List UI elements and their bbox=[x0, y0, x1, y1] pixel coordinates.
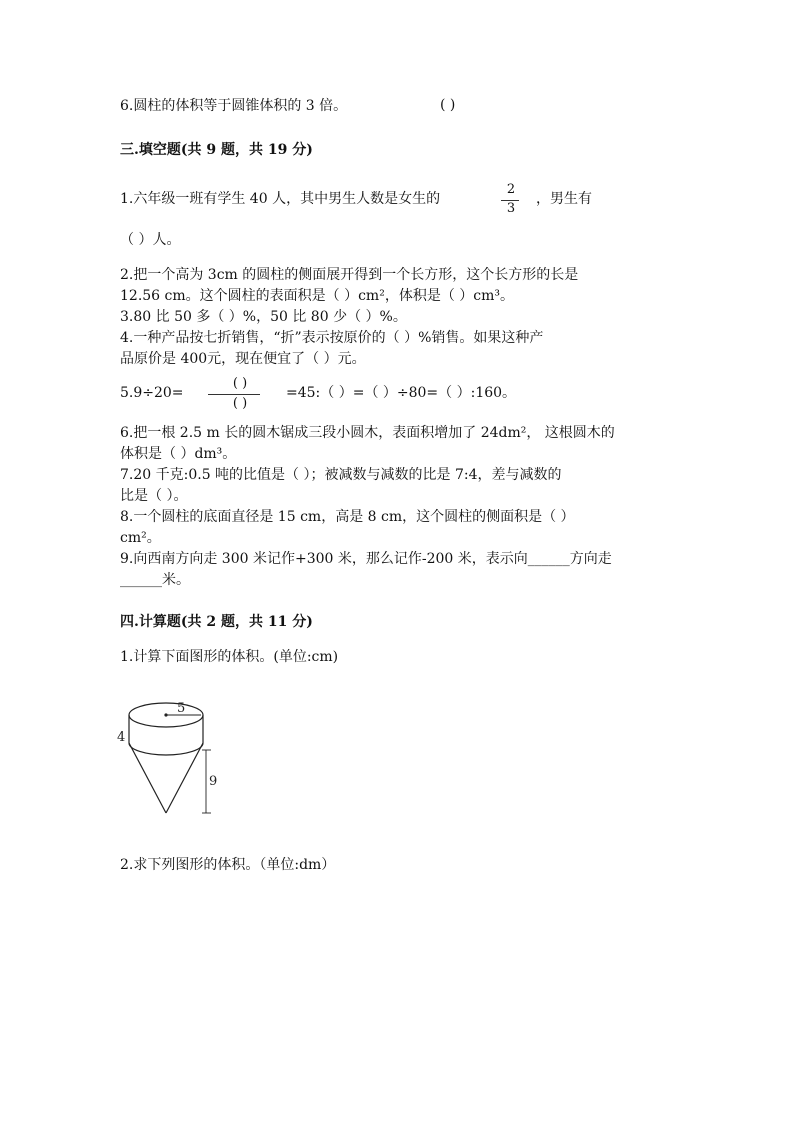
fill-question-2-line2: 12.56 cm。这个圆柱的表面积是（ ）cm²，体积是（ ）cm³。 bbox=[120, 288, 515, 304]
fill-question-4-line1: 4.一种产品按七折销售，“折”表示按原价的（ ）%销售。如果这种产 bbox=[120, 330, 544, 346]
fill-question-2-line1: 2.把一个高为 3cm 的圆柱的侧面展开得到一个长方形，这个长方形的长是 bbox=[120, 267, 579, 283]
section-3-title: 三.填空题(共 9 题，共 19 分) bbox=[120, 142, 313, 158]
fill-question-6-line2: 体积是（ ）dm³。 bbox=[120, 446, 237, 462]
fill-question-5-tail: =45:（ ）=（ ）÷80=（ ）:160。 bbox=[286, 385, 517, 401]
fraction-denominator: 3 bbox=[506, 201, 516, 216]
fill-question-6-line1: 6.把一根 2.5 m 长的圆木锯成三段小圆木，表面积增加了 24dm²， 这根圆木的 bbox=[120, 425, 615, 441]
fill-question-8-line1: 8.一个圆柱的底面直径是 15 cm，高是 8 cm，这个圆柱的侧面积是（ ） bbox=[120, 509, 575, 525]
cone-height-label: 9 bbox=[209, 774, 218, 789]
height-label: 4 bbox=[117, 730, 126, 745]
fill-question-4-line2: 品原价是 400元，现在便宜了（ ）元。 bbox=[120, 351, 366, 367]
fraction-numerator: 2 bbox=[506, 182, 516, 197]
judge-question-6: 6.圆柱的体积等于圆锥体积的 3 倍。 bbox=[120, 98, 348, 114]
fill-question-9-line1: 9.向西南方向走 300 米记作+300 米，那么记作-200 米，表示向______方向走 bbox=[120, 551, 612, 567]
cylinder-cone-figure bbox=[115, 695, 225, 820]
radius-label: 5 bbox=[177, 701, 186, 716]
fill-question-1: 1.六年级一班有学生 40 人，其中男生人数是女生的 bbox=[120, 191, 441, 207]
fill-question-5: 5.9÷20= bbox=[120, 385, 184, 401]
fill-question-7-line1: 7.20 千克:0.5 吨的比值是（ ）；被减数与减数的比是 7:4，差与减数的 bbox=[120, 467, 562, 483]
fraction-numerator: ( ) bbox=[232, 376, 248, 391]
fill-question-3: 3.80 比 50 多（ ）%，50 比 80 少（ ）%。 bbox=[120, 309, 407, 325]
fill-question-1-tail: ，男生有 bbox=[536, 191, 592, 207]
fill-question-8-line2: cm²。 bbox=[120, 530, 161, 546]
section-4-title: 四.计算题(共 2 题，共 11 分) bbox=[120, 614, 313, 630]
fraction-bar bbox=[208, 394, 260, 395]
calc-question-2: 2.求下列图形的体积。（单位:dm） bbox=[120, 857, 336, 873]
fill-question-7-line2: 比是（ ）。 bbox=[120, 488, 188, 504]
calc-question-1: 1.计算下面图形的体积。(单位:cm) bbox=[120, 649, 339, 665]
fill-question-9-line2: ______米。 bbox=[120, 572, 190, 588]
answer-paren[interactable]: ( ) bbox=[440, 97, 456, 113]
cylinder-bottom-arc bbox=[129, 743, 203, 755]
fill-question-1-line2: （ ）人。 bbox=[120, 232, 181, 248]
center-dot bbox=[164, 713, 167, 716]
fraction-denominator: ( ) bbox=[232, 396, 248, 411]
